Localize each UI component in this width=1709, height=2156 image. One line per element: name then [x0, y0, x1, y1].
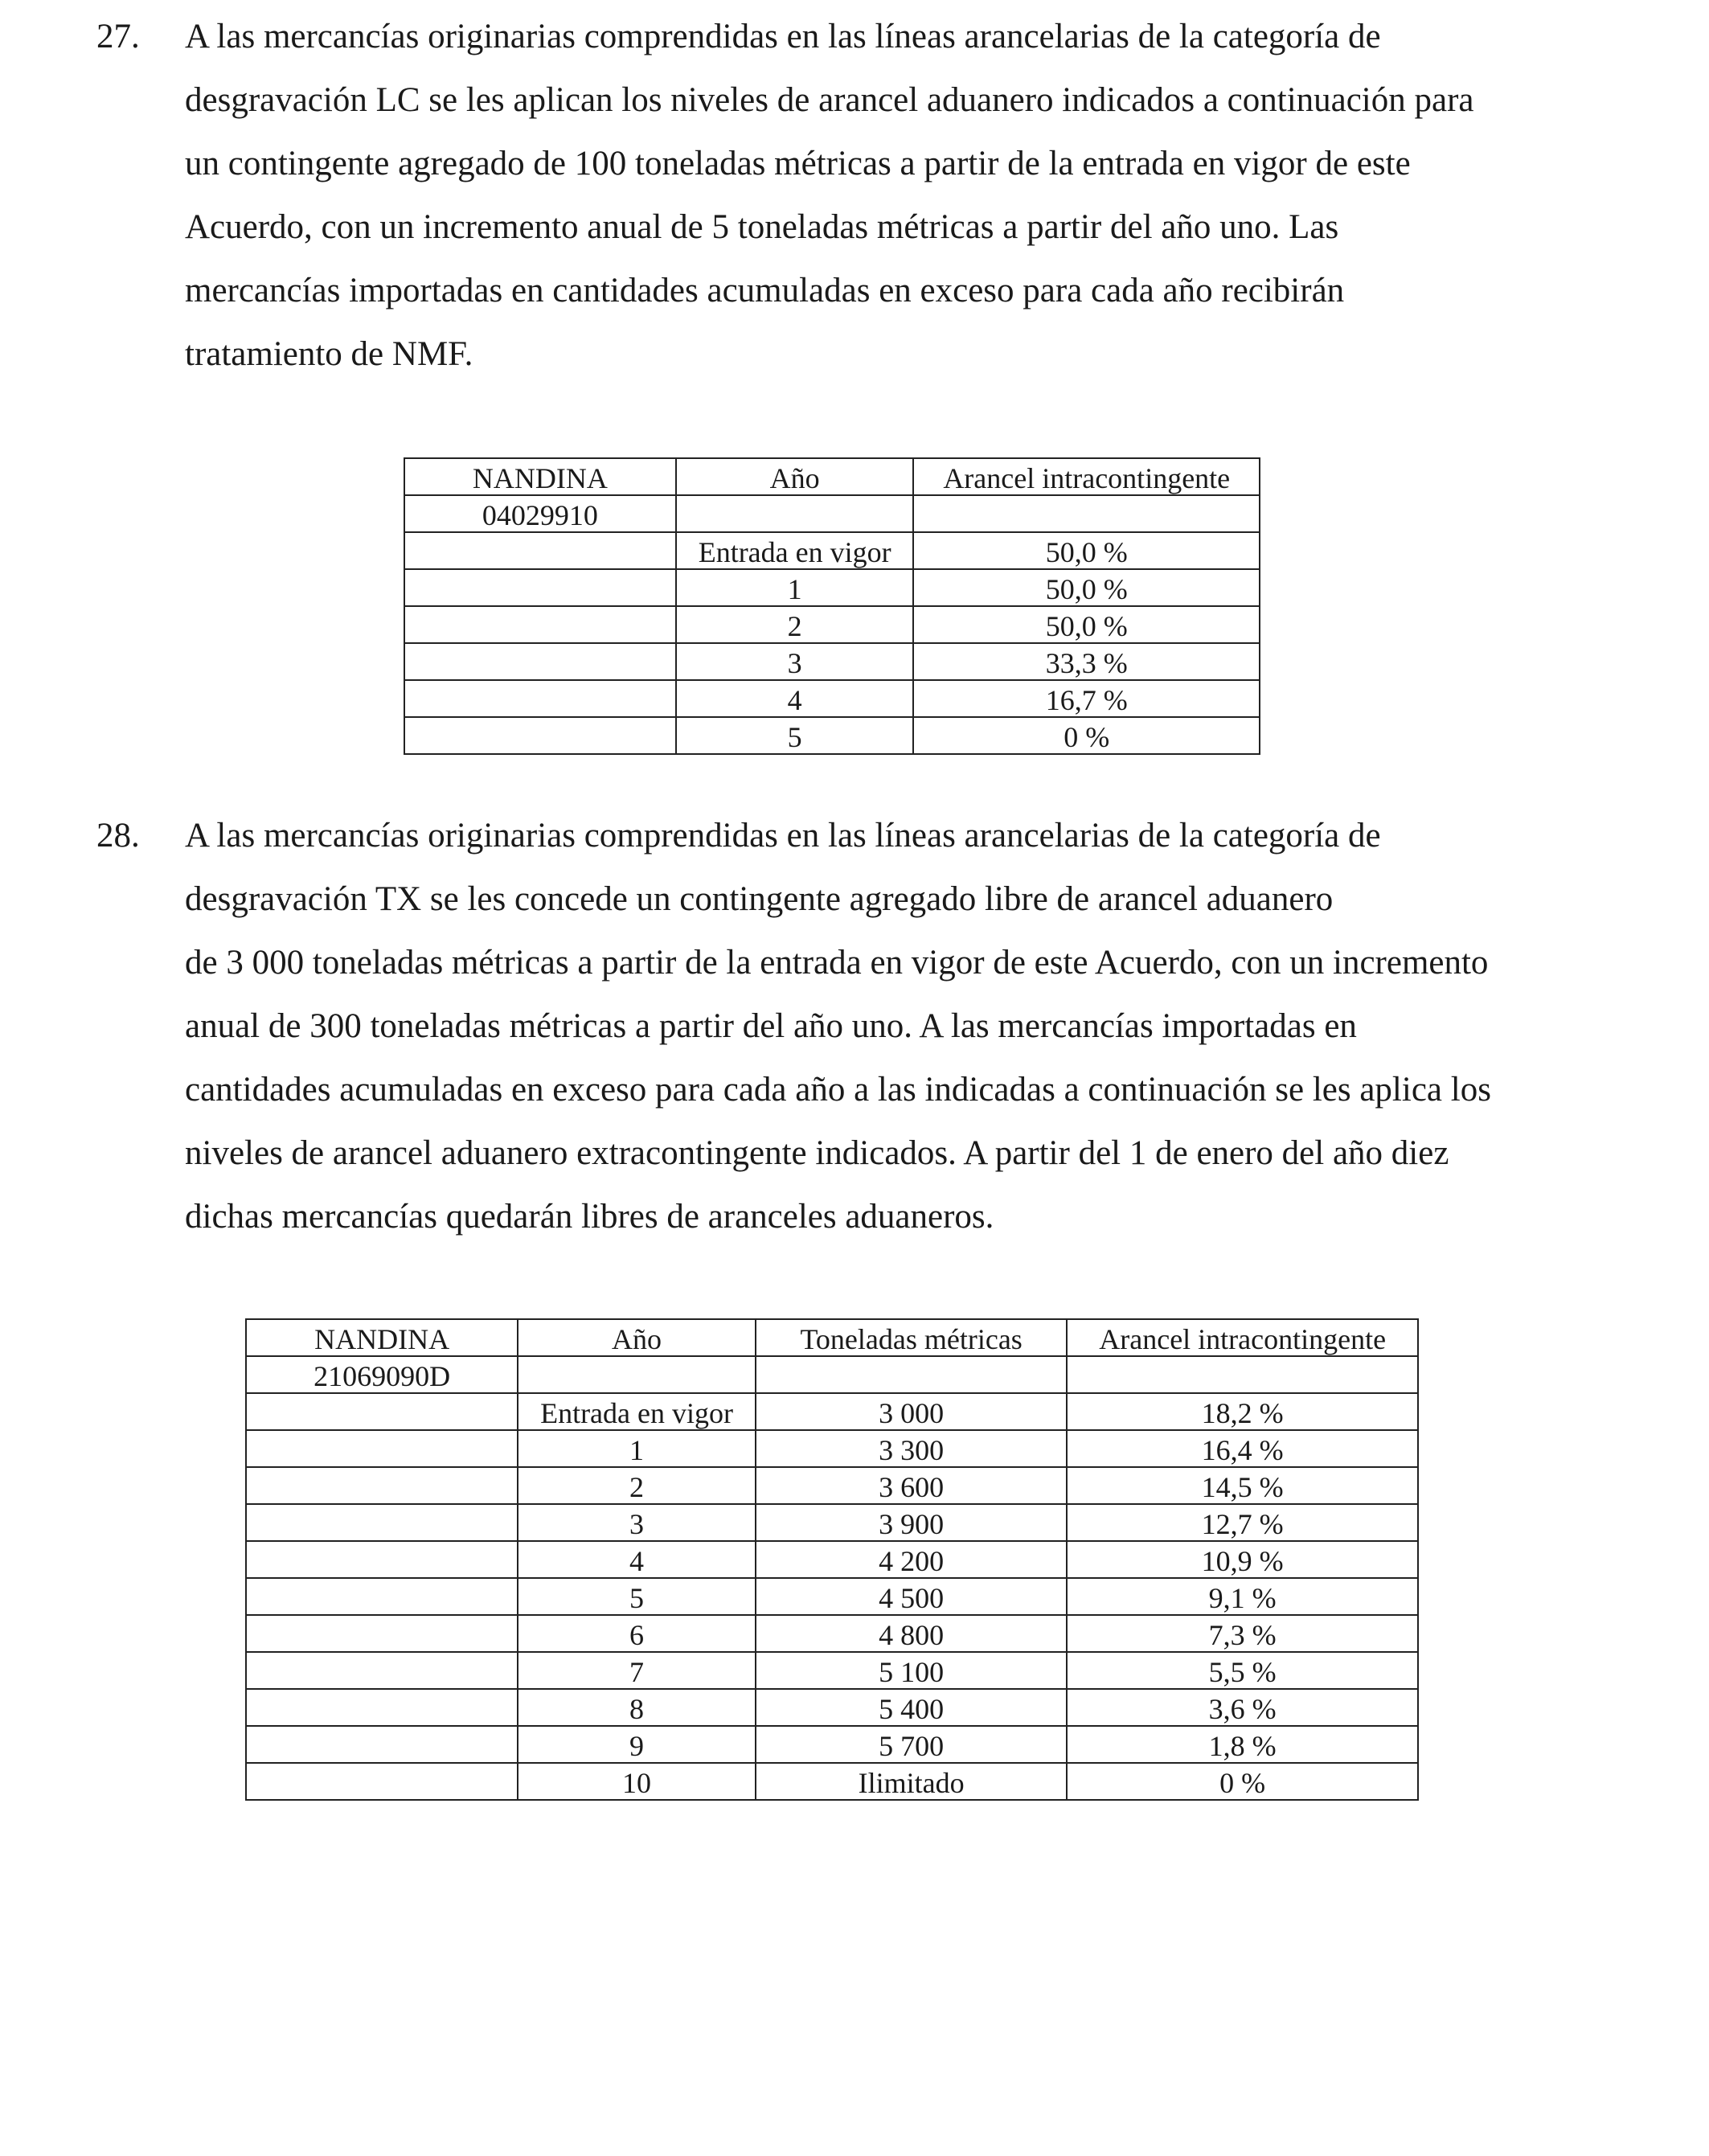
table-cell: [246, 1430, 518, 1467]
paragraph-line: mercancías importadas en cantidades acumuladas en exceso para cada año recibirán: [185, 272, 1345, 309]
table-row: [246, 1615, 1418, 1652]
table-cell: [404, 606, 676, 643]
table-row: [246, 1430, 1418, 1467]
table-cell: [756, 1356, 1067, 1393]
table-cell: 5 700: [756, 1726, 1067, 1763]
table-cell: 5: [518, 1578, 756, 1615]
table-cell: 14,5 %: [1067, 1467, 1418, 1504]
table-cell: 3 000: [756, 1393, 1067, 1430]
header-ano: Año: [518, 1319, 756, 1356]
table-cell: 4: [518, 1541, 756, 1578]
nandina-code: 21069090D: [246, 1356, 518, 1393]
table-cell: [246, 1763, 518, 1800]
header-arancel-intracontingente: Arancel intracontingente: [913, 458, 1260, 495]
table-cell: 2: [518, 1467, 756, 1504]
table-cell: [404, 532, 676, 569]
header-toneladas-metricas: Toneladas métricas: [756, 1319, 1067, 1356]
table-row: [246, 1467, 1418, 1504]
header-nandina: NANDINA: [246, 1319, 518, 1356]
table-cell: 7,3 %: [1067, 1615, 1418, 1652]
paragraph-number: 27.: [96, 18, 140, 55]
table-cell: 10: [518, 1763, 756, 1800]
table-cell: 4 800: [756, 1615, 1067, 1652]
table-row: [404, 569, 1260, 606]
table-cell: 9,1 %: [1067, 1578, 1418, 1615]
table-cell: [246, 1393, 518, 1430]
table-cell: 50,0 %: [913, 606, 1260, 643]
table-cell: 0 %: [913, 717, 1260, 754]
table-row: [404, 717, 1260, 754]
table-cell: 3 600: [756, 1467, 1067, 1504]
paragraph-line: niveles de arancel aduanero extracontingente indicados. A partir del 1 de enero del año diez: [185, 1134, 1449, 1172]
paragraph-line: A las mercancías originarias comprendidas en las líneas arancelarias de la categoría de: [185, 817, 1381, 855]
table-cell: Entrada en vigor: [518, 1393, 756, 1430]
table-row: [404, 643, 1260, 680]
table-cell: 8: [518, 1689, 756, 1726]
table-cell: [913, 495, 1260, 532]
paragraph-line: de 3 000 toneladas métricas a partir de la entrada en vigor de este Acuerdo, con un incremento: [185, 944, 1489, 982]
paragraph-line: dichas mercancías quedarán libres de aranceles aduaneros.: [185, 1198, 994, 1236]
table-cell: 1: [518, 1430, 756, 1467]
table-cell: 4 500: [756, 1578, 1067, 1615]
table-cell: 0 %: [1067, 1763, 1418, 1800]
table-cell: [518, 1356, 756, 1393]
table-header-row: [246, 1319, 1418, 1356]
nandina-code: 04029910: [404, 495, 676, 532]
table-cell: 33,3 %: [913, 643, 1260, 680]
paragraph-line: desgravación TX se les concede un contingente agregado libre de arancel aduanero: [185, 880, 1334, 918]
table-cell: Ilimitado: [756, 1763, 1067, 1800]
header-arancel-intracontingente: Arancel intracontingente: [1067, 1319, 1418, 1356]
table-cell: 5 400: [756, 1689, 1067, 1726]
table-cell: 4: [676, 680, 914, 717]
paragraph-line: A las mercancías originarias comprendidas en las líneas arancelarias de la categoría de: [185, 18, 1381, 55]
table-cell: 50,0 %: [913, 532, 1260, 569]
table-row: [246, 1356, 1418, 1393]
header-ano: Año: [676, 458, 914, 495]
table-cell: 6: [518, 1615, 756, 1652]
table-cell: [246, 1726, 518, 1763]
tariff-table-21069090D: [245, 1318, 1419, 1801]
table-row: [404, 680, 1260, 717]
table-cell: [246, 1652, 518, 1689]
table-cell: 5 100: [756, 1652, 1067, 1689]
table-row: [246, 1578, 1418, 1615]
table-cell: [404, 680, 676, 717]
table-header-row: [404, 458, 1260, 495]
table-cell: 12,7 %: [1067, 1504, 1418, 1541]
table-cell: [246, 1541, 518, 1578]
table-row: [246, 1689, 1418, 1726]
header-nandina: NANDINA: [404, 458, 676, 495]
table-row: [404, 606, 1260, 643]
table-cell: 1: [676, 569, 914, 606]
paragraph-line: anual de 300 toneladas métricas a partir del año uno. A las mercancías importadas en: [185, 1007, 1357, 1045]
table-cell: 3: [676, 643, 914, 680]
table-cell: [676, 495, 914, 532]
table-row: [246, 1541, 1418, 1578]
table-cell: [246, 1689, 518, 1726]
table-row: [246, 1652, 1418, 1689]
table-cell: 16,4 %: [1067, 1430, 1418, 1467]
table-cell: 4 200: [756, 1541, 1067, 1578]
table-cell: [246, 1578, 518, 1615]
table-cell: 5,5 %: [1067, 1652, 1418, 1689]
paragraph-number: 28.: [96, 817, 140, 855]
table-cell: [246, 1615, 518, 1652]
table-cell: 7: [518, 1652, 756, 1689]
table-cell: 5: [676, 717, 914, 754]
table-cell: 50,0 %: [913, 569, 1260, 606]
table-cell: [246, 1504, 518, 1541]
table-row: [246, 1504, 1418, 1541]
table-cell: [404, 717, 676, 754]
table-cell: [246, 1467, 518, 1504]
paragraph-line: cantidades acumuladas en exceso para cada año a las indicadas a continuación se les aplica los: [185, 1071, 1491, 1109]
table-cell: 10,9 %: [1067, 1541, 1418, 1578]
table-cell: 3 900: [756, 1504, 1067, 1541]
table-row: [246, 1763, 1418, 1800]
table-cell: 16,7 %: [913, 680, 1260, 717]
paragraph-line: desgravación LC se les aplican los niveles de arancel aduanero indicados a continuación para: [185, 81, 1474, 119]
table-cell: 3: [518, 1504, 756, 1541]
table-row: [404, 532, 1260, 569]
table-row: [246, 1726, 1418, 1763]
table-cell: 9: [518, 1726, 756, 1763]
table-cell: [1067, 1356, 1418, 1393]
table-row: [404, 495, 1260, 532]
table-cell: 3,6 %: [1067, 1689, 1418, 1726]
table-row: [246, 1393, 1418, 1430]
table-cell: 1,8 %: [1067, 1726, 1418, 1763]
table-cell: 2: [676, 606, 914, 643]
table-cell: [404, 643, 676, 680]
table-cell: 18,2 %: [1067, 1393, 1418, 1430]
tariff-table-04029910: [404, 457, 1260, 755]
table-cell: [404, 569, 676, 606]
paragraph-line: Acuerdo, con un incremento anual de 5 toneladas métricas a partir del año uno. Las: [185, 208, 1339, 246]
paragraph-line: un contingente agregado de 100 toneladas métricas a partir de la entrada en vigor de este: [185, 145, 1411, 182]
paragraph-line: tratamiento de NMF.: [185, 335, 473, 373]
table-cell: 3 300: [756, 1430, 1067, 1467]
table-cell: Entrada en vigor: [676, 532, 914, 569]
